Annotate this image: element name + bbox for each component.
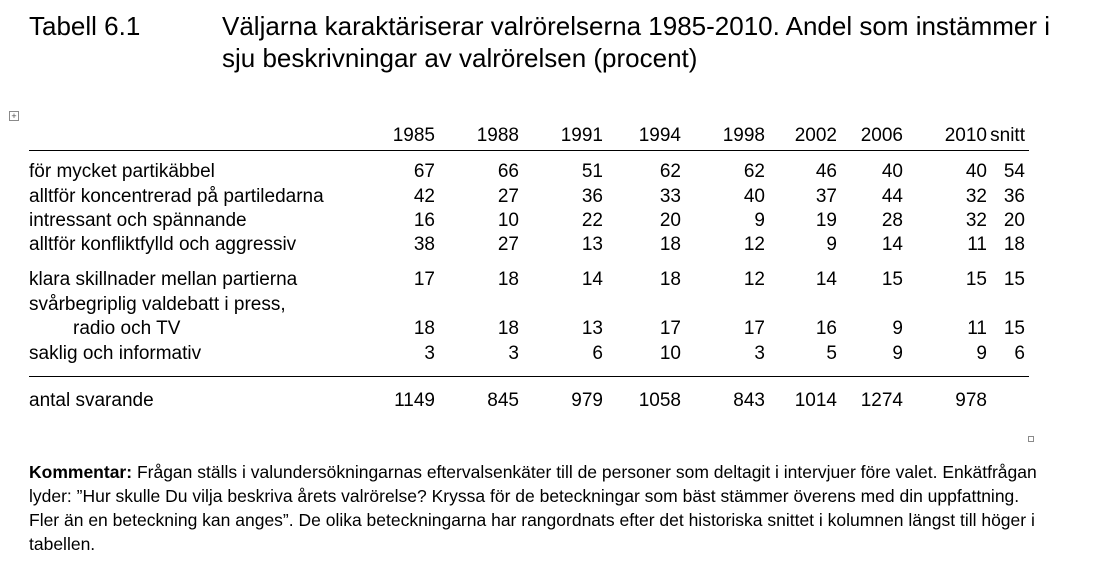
table-row: [29, 293, 1029, 317]
table-row-cell: 12: [743, 234, 765, 255]
table-row-cell: 13: [581, 234, 603, 255]
table-row-cell: 17: [659, 318, 681, 339]
table-row-cell: 46: [815, 161, 837, 182]
table-row-cell: 17: [413, 269, 435, 290]
table-row: [29, 160, 1029, 184]
table-row-cell: 22: [581, 210, 603, 231]
table-header-rule: [29, 150, 1029, 151]
table-row-cell: 14: [815, 269, 837, 290]
table-row-cell: 9: [976, 343, 987, 364]
table-row-cell: 36: [1003, 186, 1025, 207]
table-row-cell: 18: [497, 269, 519, 290]
table-row-cell: 14: [881, 234, 903, 255]
table-total-rule: [29, 376, 1029, 377]
table-row-cell: 9: [892, 343, 903, 364]
table-row-label: svårbegriplig valdebatt i press,: [29, 294, 286, 315]
table-total-row-cell: 1014: [794, 390, 837, 411]
table-row-cell: 37: [815, 186, 837, 207]
table-row-cell: 10: [497, 210, 519, 231]
table-header-cell: 2006: [860, 125, 903, 146]
table-row: [29, 185, 1029, 209]
table-header-cell: 1988: [476, 125, 519, 146]
table-header-cell: 2002: [794, 125, 837, 146]
table-header-cell: 1985: [392, 125, 435, 146]
table-row-cell: 51: [581, 161, 603, 182]
table-header-cell: 1991: [560, 125, 603, 146]
table-row-label: klara skillnader mellan partierna: [29, 269, 298, 290]
table-row-cell: 3: [508, 343, 519, 364]
table-row-cell: 32: [965, 210, 987, 231]
table-row: [29, 233, 1029, 257]
table-number: Tabell 6.1: [29, 11, 141, 41]
table-row-cell: 9: [826, 234, 837, 255]
table-header: [29, 124, 1029, 148]
table-total-row-cell: 979: [571, 390, 603, 411]
table-row: [29, 268, 1029, 292]
table-row-cell: 11: [967, 234, 987, 255]
table-row-cell: 9: [754, 210, 765, 231]
table-row-cell: 28: [881, 210, 903, 231]
table-row-label: alltför koncentrerad på partiledarna: [29, 186, 324, 207]
table-row: [29, 209, 1029, 233]
table-row-cell: 14: [581, 269, 603, 290]
table-row-cell: 40: [881, 161, 903, 182]
table-row-cell: 15: [965, 269, 987, 290]
table-row-cell: 62: [659, 161, 681, 182]
table-row-cell: 18: [659, 234, 681, 255]
table-row-cell: 33: [659, 186, 681, 207]
table-row-cell: 20: [659, 210, 681, 231]
table-row-cell: 66: [497, 161, 519, 182]
table-row-cell: 40: [965, 161, 987, 182]
table-row-cell: 27: [497, 186, 519, 207]
table-row-cell: 27: [497, 234, 519, 255]
table-row-cell: 38: [413, 234, 435, 255]
table-row-cell: 40: [743, 186, 765, 207]
table-row-label: saklig och informativ: [29, 343, 202, 364]
table-total-row-cell: 1058: [638, 390, 681, 411]
table-total-row-cell: 845: [487, 390, 519, 411]
table-row-cell: 62: [743, 161, 765, 182]
table-title: Väljarna karaktäriserar valrörelserna 1985-2010. Andel som instämmer i sju beskrivningar av valrörelsen (procent): [222, 11, 1051, 73]
table-header-cell: 1994: [638, 125, 681, 146]
comment-text: Frågan ställs i valundersökningarnas eftervalsenkäter till de personer som deltagit i intervjuer före valet. Enkätfrågan lyder: ”Hur skulle Du vilja beskriva årets valrörelse? Kryssa för de beteckningar som bäst stämmer överens med din uppfattning. Fler än en beteckning kan anges”. De olika beteckningarna har rangordnats efter det historiska snittet i kolumnen längst till höger i tabellen.: [29, 462, 1037, 554]
table-row-cell: 5: [826, 343, 837, 364]
table-row-cell: 15: [1003, 318, 1025, 339]
table-row-cell: 10: [659, 343, 681, 364]
comment-heading: Kommentar:: [29, 462, 133, 482]
comment-paragraph: [29, 460, 1039, 556]
table-row-cell: 54: [1003, 161, 1025, 182]
table-row-cell: 32: [965, 186, 987, 207]
table-row-cell: 6: [592, 343, 603, 364]
table-total-row-label: antal svarande: [29, 390, 154, 411]
table-row: [29, 342, 1029, 366]
table-total-row-cell: 978: [955, 390, 987, 411]
table-row-cell: 67: [413, 161, 435, 182]
table-row-cell: 42: [413, 186, 435, 207]
table-row-cell: 16: [815, 318, 837, 339]
table-move-handle-icon[interactable]: +: [9, 111, 19, 121]
table-row-cell: 18: [413, 318, 435, 339]
table-row-cell: 18: [497, 318, 519, 339]
table-row-cell: 16: [413, 210, 435, 231]
table-row-cell: 6: [1014, 343, 1025, 364]
table-row-cell: 17: [743, 318, 765, 339]
table-row-cell: 36: [581, 186, 603, 207]
table-total-row-cell: 1274: [860, 390, 903, 411]
table-resize-handle-icon[interactable]: [1028, 436, 1034, 442]
table-row-cell: 3: [424, 343, 435, 364]
table-row-cell: 13: [581, 318, 603, 339]
table-row-cell: 3: [754, 343, 765, 364]
table-row-cell: 18: [659, 269, 681, 290]
table-total-row: [29, 389, 1029, 413]
table-row-label: för mycket partikäbbel: [29, 161, 215, 182]
table-row-label: radio och TV: [73, 318, 181, 339]
table-row-label: intressant och spännande: [29, 210, 247, 231]
table-row-cell: 9: [892, 318, 903, 339]
table-header-cell: 1998: [722, 125, 765, 146]
table-total-row-cell: 1149: [394, 390, 435, 411]
table-row-cell: 19: [815, 210, 837, 231]
table-total-row-cell: 843: [733, 390, 765, 411]
table-row-cell: 15: [881, 269, 903, 290]
table-header-cell: snitt: [990, 125, 1025, 146]
table-header-cell: 2010: [944, 125, 987, 146]
table-row-cell: 11: [967, 318, 987, 339]
table-row-cell: 12: [743, 269, 765, 290]
table-row-cell: 15: [1003, 269, 1025, 290]
table-row-label: alltför konfliktfylld och aggressiv: [29, 234, 297, 255]
table-row-cell: 20: [1003, 210, 1025, 231]
table-row-cell: 18: [1003, 234, 1025, 255]
table-row-cell: 44: [881, 186, 903, 207]
table-row: [29, 317, 1029, 341]
